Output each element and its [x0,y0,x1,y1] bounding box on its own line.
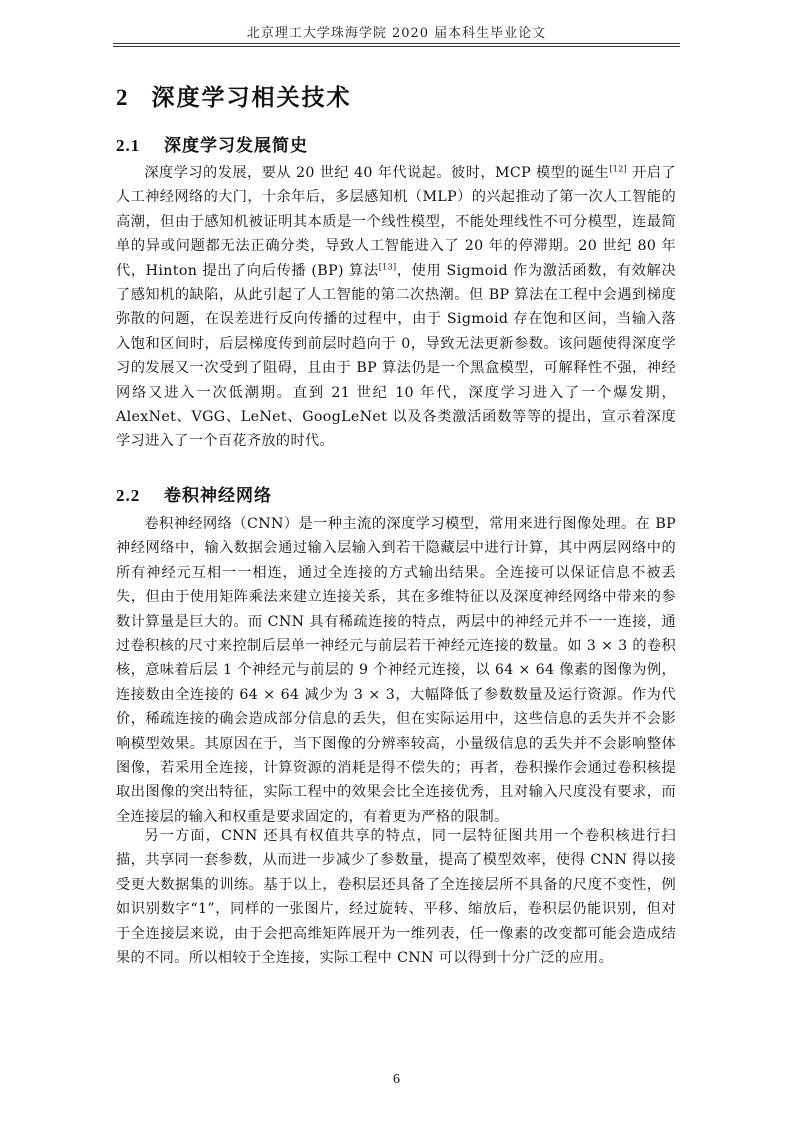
paragraph-2-2-1 [116,512,676,829]
section-title-text: 深度学习发展简史 [164,136,308,156]
citation: [13] [378,261,397,271]
section-title-text: 卷积神经网络 [164,486,272,506]
paragraph-2-1-1 [116,161,676,454]
chapter-number: 2 [116,85,130,110]
chapter-title [116,79,352,112]
paragraph-text: 深度学习的发展，要从 20 世纪 40 年代说起。彼时，MCP 模型的诞生 [144,165,610,181]
header-rule-thin [113,46,680,47]
citation: [12] [609,164,628,174]
running-header: 北京理工大学珠海学院 2020 届本科生毕业论文 [246,26,547,41]
paragraph-text: 另一方面，CNN 还具有权值共享的特点，同一层特征图共用一个卷积核进行扫描，共享同一套参数，从而进一步减少了参数量，提高了模型效率，使得 CNN 得以接受更大数据集的训练。基于以上，卷积层还具备了全连接层所不具备的尺度不变性，例如识别数字“1”，同样的一张图片，经过旋转、平移、缩放后，卷积层仍能识别，但对于全连接层来说，由于会把高维矩阵展开为一维列表，任一像素的改变都可能会造成结果的不同。所以相较于全连接，实际工程中 CNN 可以得到十分广泛的应用。 [116,828,676,967]
paragraph-text: 卷积神经网络（CNN）是一种主流的深度学习模型，常用来进行图像处理。在 BP 神经网络中，输入数据会通过输入层输入到若干隐藏层中进行计算，其中两层网络中的所有神经元互相一一相连，通过全连接的方式输出结果。全连接可以保证信息不被丢失，但由于使用矩阵乘法来建立连接关系，其在多维特征以及深度神经网络中带来的参数计算量是巨大的。而 CNN 具有稀疏连接的特点，两层中的神经元并不一一连接，通过卷积核的尺寸来控制后层单一神经元与前层若干神经元连接的数量。如 3 × 3 的卷积核，意味着后层 1 个神经元与前层的 9 个神经元连接，以 64 × 64 像素的图像为例，连接数由全连接的 64 × 64 减少为 3 × 3，大幅降低了参数数量及运行资源。作为代价，稀疏连接的确会造成部分信息的丢失，但在实际运用中，这些信息的丢失并不会影响模型效果。其原因在于，当下图像的分辨率较高，小量级信息的丢失并不会影响整体图像，若采用全连接，计算资源的消耗是得不偿失的；再者，卷积操作会通过卷积核提取出图像的突出特征，实际工程中的效果会比全连接优秀，且对输入尺度没有要求，而全连接层的输入和权重是要求固定的，有着更为严格的限制。 [116,516,676,825]
paragraph-text: ，使用 Sigmoid 作为激活函数，有效解决了感知机的缺陷，从此引起了人工智能的第二次热潮。但 BP 算法在工程中会遇到梯度弥散的问题，在误差进行反向传播的过程中，由于 Sigmoid 存在饱和区间，当输入落入饱和区间时，后层梯度传到前层时趋向于 0，导致无法更新参数。该问题使得深度学习的发展又一次受到了阻碍，且由于 BP 算法仍是一个黑盒模型，可解释性不强，神经网络又进入一次低潮期。直到 21 世纪 10 年代，深度学习进入了一个爆发期，AlexNet、VGG、LeNet、GoogLeNet 以及各类激活函数等等的提出，宣示着深度学习进入了一个百花齐放的时代。 [116,262,676,450]
header-rule [113,43,680,44]
page-number: 6 [393,1072,400,1087]
section-title-2-2 [116,481,272,506]
chapter-title-text: 深度学习相关技术 [151,85,352,111]
section-title-2-1 [116,131,308,156]
section-number: 2.2 [116,486,141,505]
paragraph-text: 开启了人工神经网络的大门，十余年后，多层感知机（MLP）的兴起推动了第一次人工智能的高潮，但由于感知机被证明其本质是一个线性模型，不能处理线性不可分模型，连最简单的异或问题都无法正确分类，导致人工智能进入了 20 年的停滞期。20 世纪 80 年代，Hinton 提出了向后传播 (BP) 算法 [116,165,676,279]
section-number: 2.1 [116,136,141,155]
paragraph-2-2-2 [116,824,676,970]
